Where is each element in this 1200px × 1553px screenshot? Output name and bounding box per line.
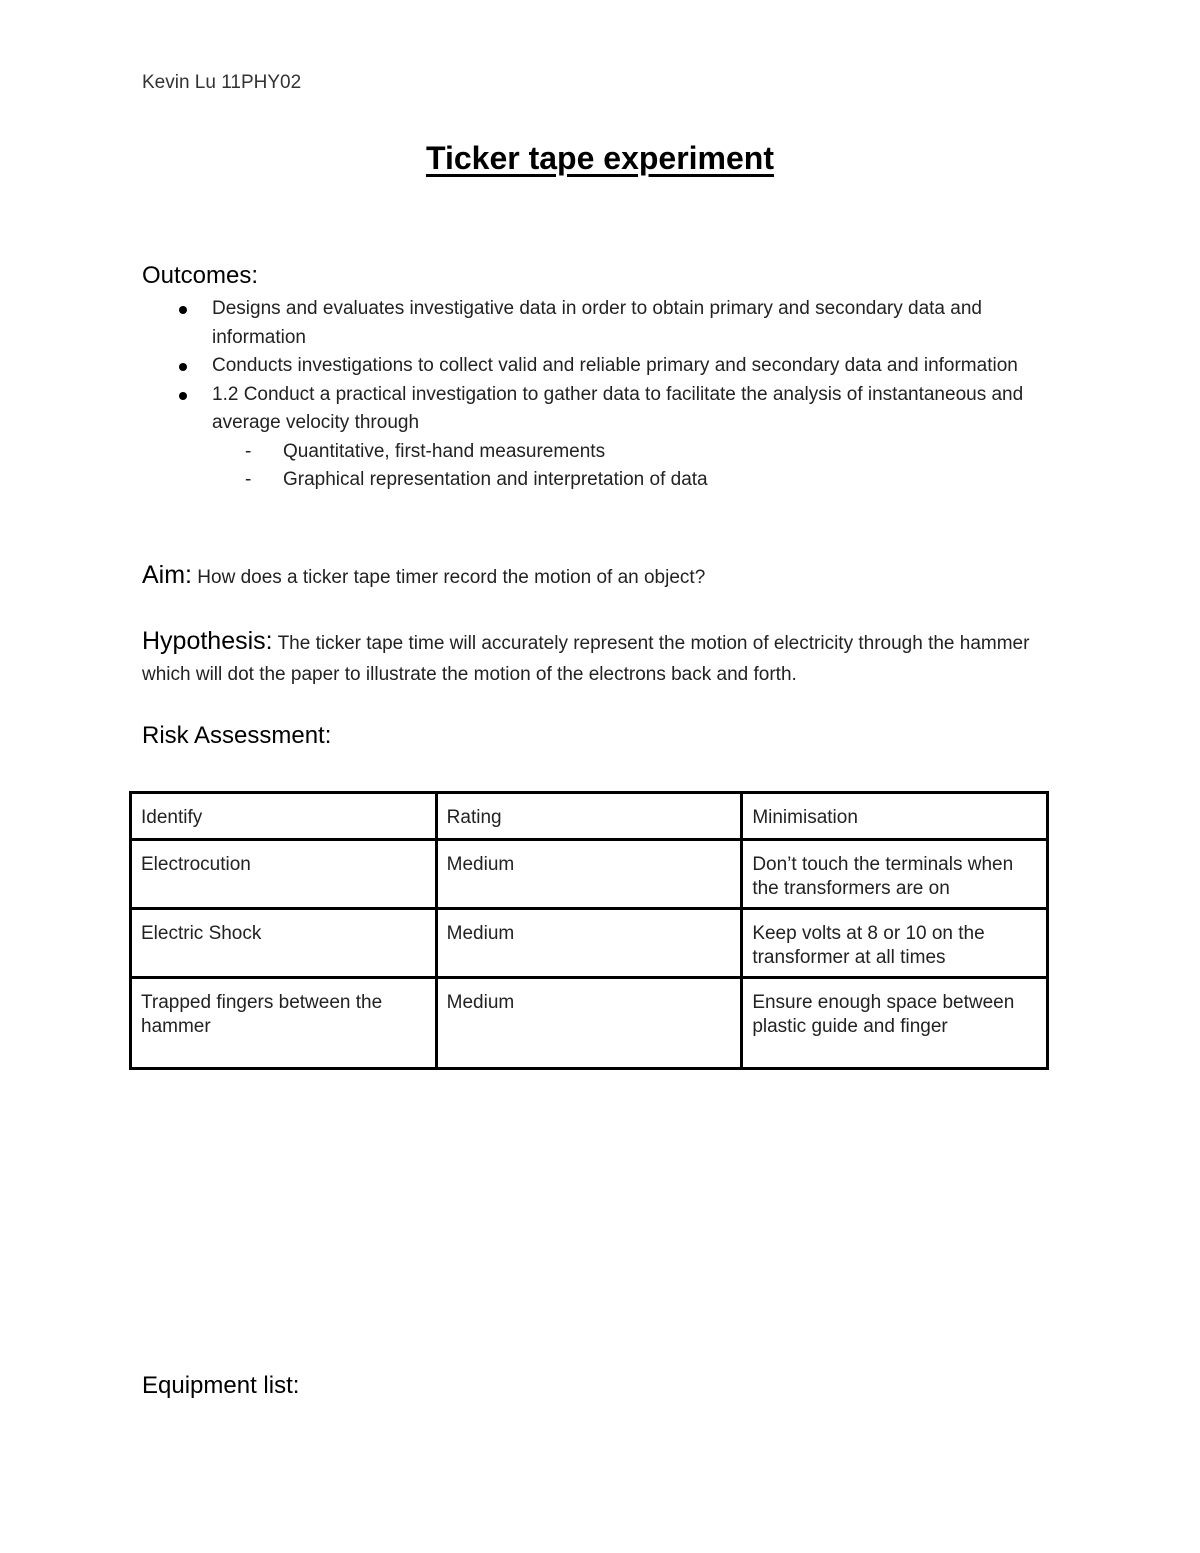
column-header-rating: Rating bbox=[436, 793, 742, 840]
sub-list-item bbox=[212, 466, 1062, 495]
cell-rating: Medium bbox=[436, 978, 742, 1069]
aim-section bbox=[142, 561, 1062, 590]
table-header-row bbox=[131, 793, 1048, 840]
outcome-text: Conducts investigations to collect valid and reliable primary and secondary data and information bbox=[212, 355, 1018, 376]
bullet-icon bbox=[179, 392, 187, 400]
equipment-list-heading: Equipment list: bbox=[142, 1372, 300, 1399]
table-row bbox=[131, 978, 1048, 1069]
cell-rating: Medium bbox=[436, 840, 742, 909]
column-header-minimisation: Minimisation bbox=[742, 793, 1048, 840]
sub-item-text: Graphical representation and interpretation of data bbox=[283, 469, 708, 490]
cell-minimisation: Don’t touch the terminals when the transformers are on bbox=[742, 840, 1048, 909]
list-item bbox=[142, 381, 1062, 495]
cell-rating: Medium bbox=[436, 909, 742, 978]
risk-assessment-table bbox=[129, 791, 1049, 1070]
outcome-sub-list bbox=[212, 438, 1062, 495]
author-class-header: Kevin Lu 11PHY02 bbox=[142, 72, 302, 93]
outcomes-list bbox=[142, 295, 1062, 495]
bullet-icon bbox=[179, 363, 187, 371]
document-title: Ticker tape experiment bbox=[425, 140, 774, 176]
cell-minimisation: Keep volts at 8 or 10 on the transformer at all times bbox=[742, 909, 1048, 978]
outcome-text: 1.2 Conduct a practical investigation to gather data to facilitate the analysis of instantaneous and average velocity through bbox=[212, 383, 1024, 433]
risk-assessment-heading: Risk Assessment: bbox=[142, 722, 332, 749]
sub-list-item bbox=[212, 438, 1062, 467]
cell-identify: Electrocution bbox=[131, 840, 437, 909]
hypothesis-text: The ticker tape time will accurately represent the motion of electricity through the hammer which will dot the paper to illustrate the motion of the electrons back and forth. bbox=[142, 633, 1030, 685]
table-row bbox=[131, 909, 1048, 978]
aim-label: Aim: bbox=[142, 561, 192, 589]
hypothesis-section bbox=[142, 626, 1062, 690]
cell-minimisation: Ensure enough space between plastic guide and finger bbox=[742, 978, 1048, 1069]
dash-marker: - bbox=[245, 440, 252, 462]
table-row bbox=[131, 840, 1048, 909]
column-header-identify: Identify bbox=[131, 793, 437, 840]
list-item bbox=[142, 295, 1062, 352]
outcomes-heading: Outcomes: bbox=[142, 262, 259, 289]
cell-identify: Trapped fingers between the hammer bbox=[131, 978, 437, 1069]
aim-text: How does a ticker tape timer record the motion of an object? bbox=[197, 567, 706, 588]
hypothesis-label: Hypothesis: bbox=[142, 627, 273, 655]
cell-identify: Electric Shock bbox=[131, 909, 437, 978]
bullet-icon bbox=[179, 306, 187, 314]
dash-marker: - bbox=[245, 469, 252, 490]
sub-item-text: Quantitative, first-hand measurements bbox=[283, 440, 606, 462]
list-item bbox=[142, 352, 1062, 381]
outcome-text: Designs and evaluates investigative data in order to obtain primary and secondary data and information bbox=[212, 298, 982, 348]
